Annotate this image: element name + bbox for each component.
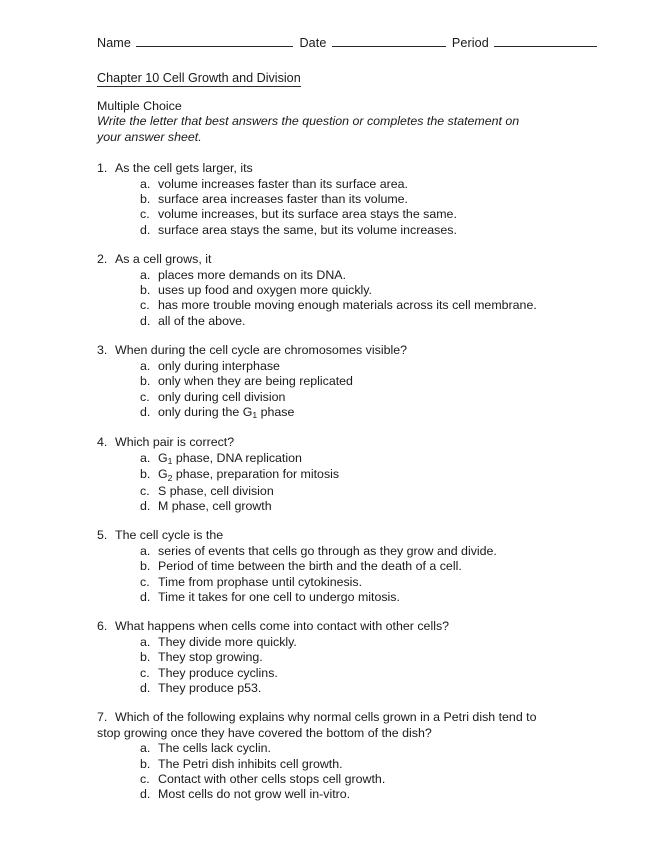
option-item[interactable] — [140, 192, 597, 207]
option-item[interactable] — [140, 559, 597, 574]
option-text: S phase, cell division — [158, 483, 274, 498]
option-letter: a. — [140, 634, 151, 649]
option-letter: c. — [140, 772, 150, 787]
option-text: Time from prophase until cytokinesis. — [158, 574, 363, 589]
period-label: Period — [451, 36, 489, 50]
question-stem — [97, 528, 557, 543]
option-letter: d. — [140, 313, 151, 328]
question-number: 6. — [97, 619, 108, 634]
question-number: 4. — [97, 435, 108, 450]
period-blank-rule[interactable] — [494, 36, 597, 47]
option-subscript: 1 — [252, 410, 258, 421]
question-stem-text: When during the cell cycle are chromosomes visible? — [115, 343, 407, 358]
option-list — [97, 451, 597, 515]
option-item[interactable] — [140, 484, 597, 499]
date-blank-rule[interactable] — [332, 36, 446, 47]
option-text: has more trouble moving enough materials across its cell membrane. — [158, 298, 537, 313]
option-letter: c. — [140, 665, 150, 680]
question-stem-text: As a cell grows, it — [115, 252, 212, 267]
option-list — [97, 177, 597, 239]
worksheet-body — [97, 36, 597, 803]
option-item[interactable] — [140, 374, 597, 389]
option-item[interactable] — [140, 590, 597, 605]
option-item[interactable] — [140, 390, 597, 405]
question-item — [97, 435, 597, 514]
option-letter: a. — [140, 543, 151, 558]
option-text: only during the G — [158, 404, 253, 419]
question-item — [97, 343, 597, 421]
option-item[interactable] — [140, 772, 597, 787]
option-item[interactable] — [140, 681, 597, 696]
option-letter: c. — [140, 207, 150, 222]
question-stem — [97, 161, 557, 176]
option-letter: a. — [140, 267, 151, 282]
option-text: volume increases, but its surface area stays the same. — [158, 207, 457, 222]
question-stem — [97, 710, 557, 741]
option-text: G — [158, 467, 168, 482]
option-text: They divide more quickly. — [158, 634, 297, 649]
option-item[interactable] — [140, 575, 597, 590]
option-item[interactable] — [140, 741, 597, 756]
option-text: G — [158, 450, 168, 465]
option-text: only during cell division — [158, 389, 286, 404]
option-text-after: phase, preparation for mitosis — [172, 467, 340, 482]
option-text: Most cells do not grow well in-vitro. — [158, 787, 351, 802]
question-stem-text: Which pair is correct? — [115, 435, 235, 450]
option-item[interactable] — [140, 451, 597, 467]
question-stem-text: As the cell gets larger, its — [115, 161, 253, 176]
option-letter: a. — [140, 741, 151, 756]
question-list — [97, 161, 597, 803]
option-letter: d. — [140, 787, 151, 802]
option-item[interactable] — [140, 787, 597, 802]
question-number: 1. — [97, 161, 108, 176]
option-text: Time it takes for one cell to undergo mitosis. — [158, 589, 400, 604]
student-info-line — [97, 36, 597, 50]
option-text: They stop growing. — [158, 650, 263, 665]
option-letter: d. — [140, 681, 151, 695]
option-item[interactable] — [140, 499, 597, 514]
question-number: 3. — [97, 343, 108, 358]
option-letter: d. — [140, 222, 151, 237]
option-text: Contact with other cells stops cell growth. — [158, 772, 386, 787]
name-label: Name — [97, 36, 131, 50]
date-label: Date — [299, 36, 327, 50]
option-text: all of the above. — [158, 313, 246, 328]
question-number: 2. — [97, 252, 108, 267]
option-item[interactable] — [140, 666, 597, 681]
option-letter: c. — [140, 574, 150, 589]
option-list — [97, 635, 597, 697]
option-list — [97, 544, 597, 606]
question-item — [97, 252, 597, 329]
option-text: They produce cyclins. — [158, 665, 278, 680]
option-letter: d. — [140, 404, 151, 419]
option-letter: b. — [140, 559, 151, 574]
option-letter: b. — [140, 192, 151, 207]
option-text: places more demands on its DNA. — [158, 267, 347, 282]
option-letter: c. — [140, 298, 150, 313]
option-text: The Petri dish inhibits cell growth. — [158, 756, 343, 771]
option-text-after: phase, DNA replication — [172, 450, 302, 465]
option-letter: b. — [140, 374, 151, 389]
option-item[interactable] — [140, 635, 597, 650]
option-item[interactable] — [140, 207, 597, 222]
question-number: 7. — [97, 710, 108, 725]
option-item[interactable] — [140, 544, 597, 559]
option-text: only during interphase — [158, 358, 280, 373]
option-item[interactable] — [140, 405, 597, 421]
option-text: volume increases faster than its surface area. — [158, 176, 408, 191]
option-text: Period of time between the birth and the death of a cell. — [158, 559, 462, 574]
question-stem — [97, 619, 557, 634]
question-stem — [97, 252, 557, 267]
question-item — [97, 161, 597, 238]
question-number: 5. — [97, 528, 108, 543]
option-letter: b. — [140, 283, 151, 298]
option-text: surface area stays the same, but its volume increases. — [158, 222, 457, 237]
option-item[interactable] — [140, 359, 597, 374]
option-item[interactable] — [140, 650, 597, 665]
option-text: series of events that cells go through as they grow and divide. — [158, 543, 497, 558]
option-list — [97, 741, 597, 803]
question-stem — [97, 343, 557, 358]
option-letter: c. — [140, 483, 150, 498]
section-label: Multiple Choice — [97, 99, 182, 113]
option-letter: a. — [140, 358, 151, 373]
question-stem — [97, 435, 557, 450]
option-item[interactable] — [140, 177, 597, 192]
option-text: The cells lack cyclin. — [158, 741, 271, 756]
option-text: surface area increases faster than its volume. — [158, 192, 408, 207]
chapter-heading-text: Chapter 10 Cell Growth and Division — [97, 71, 301, 85]
question-stem-text: The cell cycle is the — [115, 528, 224, 543]
question-stem-text: Which of the following explains why normal cells grown in a Petri dish tend to stop growing once they have covered the bottom of the dish? — [97, 710, 537, 740]
option-letter: d. — [140, 498, 151, 513]
option-text-after: phase — [257, 404, 295, 419]
option-item[interactable] — [140, 757, 597, 772]
option-item[interactable] — [140, 467, 597, 483]
option-subscript: 1 — [167, 456, 173, 467]
option-item[interactable] — [140, 223, 597, 238]
option-text: only when they are being replicated — [158, 374, 353, 389]
option-item[interactable] — [140, 283, 597, 298]
chapter-heading — [97, 71, 597, 85]
option-item[interactable] — [140, 268, 597, 283]
question-item — [97, 619, 597, 696]
question-item — [97, 528, 597, 605]
option-item[interactable] — [140, 314, 597, 329]
option-list — [97, 268, 597, 330]
option-text: uses up food and oxygen more quickly. — [158, 283, 372, 298]
option-text: They produce p53. — [158, 681, 262, 695]
name-blank-rule[interactable] — [136, 36, 293, 47]
question-stem-text: What happens when cells come into contact with other cells? — [115, 619, 450, 634]
option-letter: a. — [140, 450, 151, 465]
option-letter: b. — [140, 467, 151, 482]
option-list — [97, 359, 597, 422]
option-letter: b. — [140, 650, 151, 665]
option-letter: d. — [140, 589, 151, 604]
option-text: M phase, cell growth — [158, 498, 272, 513]
option-item[interactable] — [140, 298, 597, 313]
option-letter: c. — [140, 389, 150, 404]
question-item — [97, 710, 597, 802]
option-letter: b. — [140, 756, 151, 771]
instructions-text: Write the letter that best answers the question or completes the statement on your answer sheet. — [97, 114, 520, 144]
option-letter: a. — [140, 176, 151, 191]
option-subscript: 2 — [167, 472, 173, 483]
